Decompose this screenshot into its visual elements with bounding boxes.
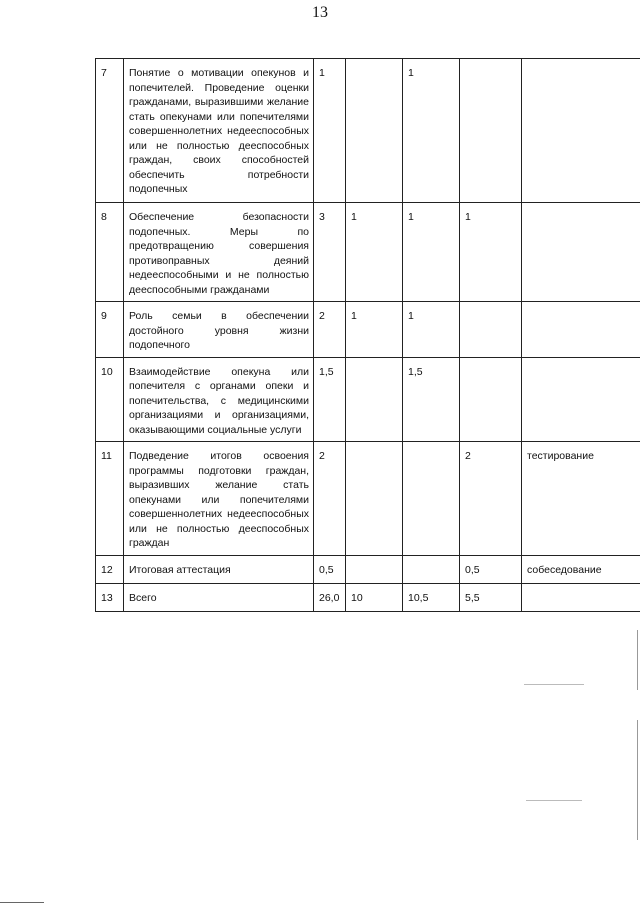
hours-col-3-cell	[460, 59, 522, 203]
table-row	[96, 357, 640, 442]
hours-col-3-cell: 0,5	[460, 556, 522, 584]
total-hours-cell: 1,5	[314, 357, 346, 442]
hours-col-1-cell	[346, 59, 403, 203]
hours-col-1-cell: 1	[346, 302, 403, 358]
hours-col-1-cell: 10	[346, 584, 403, 612]
total-hours-cell: 2	[314, 442, 346, 556]
hours-col-3-cell: 2	[460, 442, 522, 556]
topic-cell: Роль семьи в обеспечении достойного уровня жизни подопечного	[124, 302, 314, 358]
hours-col-2-cell: 1,5	[403, 357, 460, 442]
hours-col-1-cell	[346, 442, 403, 556]
page-number: 13	[312, 4, 328, 21]
row-number: 7	[96, 59, 124, 203]
hours-col-2-cell: 1	[403, 203, 460, 302]
table-row	[96, 203, 640, 302]
topic-cell: Итоговая аттестация	[124, 556, 314, 584]
hours-col-2-cell: 1	[403, 302, 460, 358]
hours-col-2-cell	[403, 442, 460, 556]
topic-cell: Обеспечение безопасности подопечных. Меры по предотвращению совершения противоправных деяний недееспособными и не полностью дееспособными гражданами	[124, 203, 314, 302]
hours-col-3-cell: 5,5	[460, 584, 522, 612]
row-number: 9	[96, 302, 124, 358]
row-number: 12	[96, 556, 124, 584]
hours-col-2-cell: 1	[403, 59, 460, 203]
control-form-cell	[522, 584, 640, 612]
curriculum-table	[95, 58, 640, 612]
scan-artifact	[524, 684, 584, 685]
hours-col-3-cell: 1	[460, 203, 522, 302]
topic-cell: Взаимодействие опекуна или попечителя с органами опеки и попечительства, с медицинскими организациями и организациями, оказывающими социальные услуги	[124, 357, 314, 442]
table-row	[96, 442, 640, 556]
control-form-cell: тестирование	[522, 442, 640, 556]
table-row	[96, 556, 640, 584]
total-hours-cell: 2	[314, 302, 346, 358]
hours-col-1-cell	[346, 357, 403, 442]
topic-cell: Подведение итогов освоения программы подготовки граждан, выразивших желание стать опекунами или попечителями совершеннолетних недееспособных или не полностью дееспособных граждан	[124, 442, 314, 556]
control-form-cell	[522, 357, 640, 442]
row-number: 10	[96, 357, 124, 442]
table-row	[96, 59, 640, 203]
hours-col-2-cell	[403, 556, 460, 584]
hours-col-1-cell	[346, 556, 403, 584]
row-number: 8	[96, 203, 124, 302]
hours-col-2-cell: 10,5	[403, 584, 460, 612]
row-number: 13	[96, 584, 124, 612]
total-hours-cell: 0,5	[314, 556, 346, 584]
table-row	[96, 302, 640, 358]
control-form-cell	[522, 302, 640, 358]
scan-artifact	[637, 720, 638, 840]
scan-artifact	[637, 630, 638, 690]
hours-col-1-cell: 1	[346, 203, 403, 302]
topic-cell: Всего	[124, 584, 314, 612]
scan-artifact	[0, 902, 44, 903]
control-form-cell: собеседование	[522, 556, 640, 584]
control-form-cell	[522, 203, 640, 302]
total-hours-cell: 3	[314, 203, 346, 302]
table-row	[96, 584, 640, 612]
total-hours-cell: 1	[314, 59, 346, 203]
hours-col-3-cell	[460, 302, 522, 358]
row-number: 11	[96, 442, 124, 556]
scan-artifact	[526, 800, 582, 801]
hours-col-3-cell	[460, 357, 522, 442]
topic-cell: Понятие о мотивации опекунов и попечителей. Проведение оценки гражданами, выразившими желание стать опекунами или попечителями совершеннолетних недееспособных или не полностью дееспособных граждан, своих способностей обеспечить потребности подопечных	[124, 59, 314, 203]
control-form-cell	[522, 59, 640, 203]
total-hours-cell: 26,0	[314, 584, 346, 612]
